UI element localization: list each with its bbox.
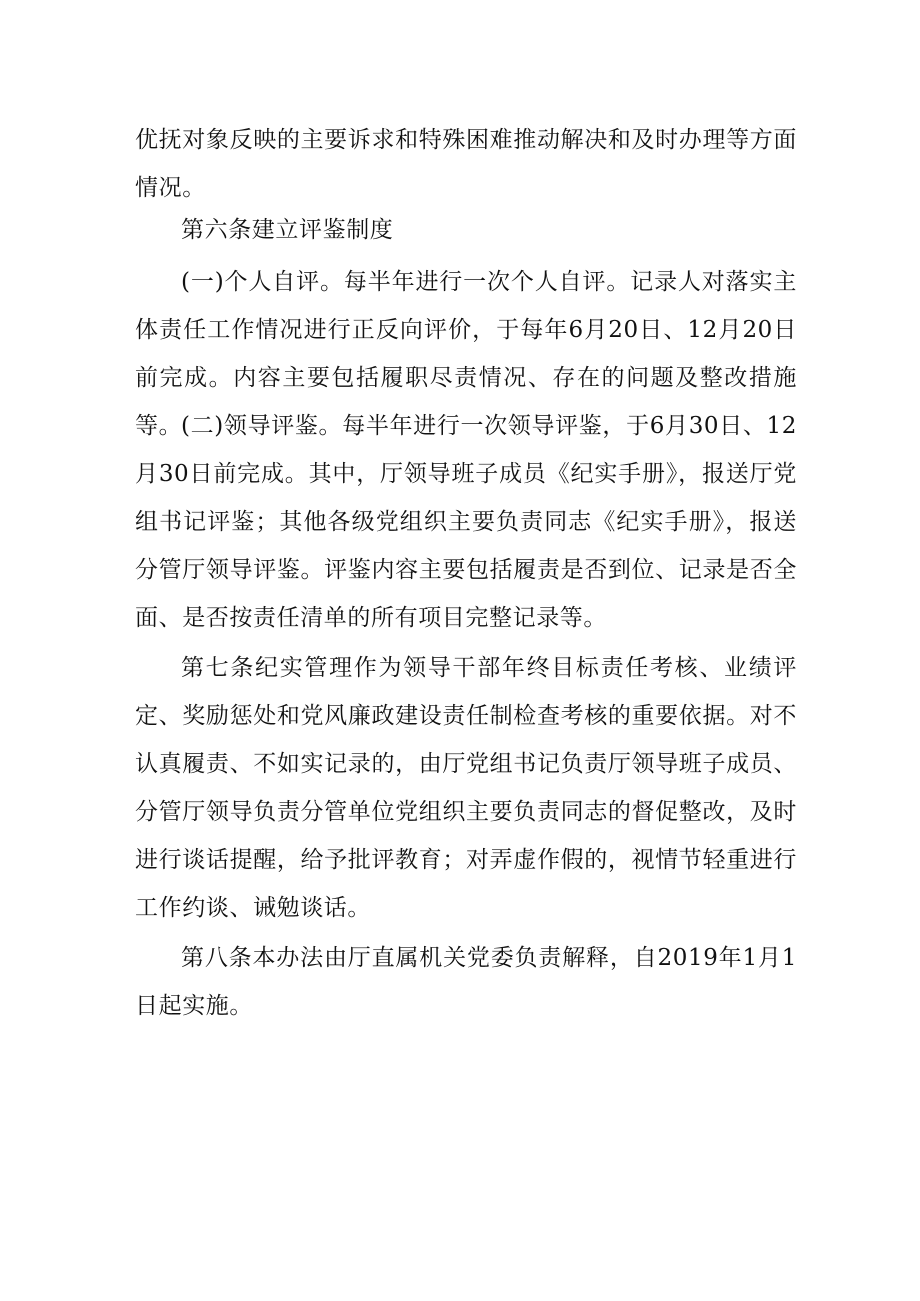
article-six-heading: 第六条建立评鉴制度 [181, 217, 394, 243]
paragraph-leader-evaluation: (二)领导评鉴。每半年进行一次领导评鉴，于6月30日、12月30日前完成。其中，厅领导班子成员《纪实手册》，报送厅党组书记评鉴；其他各级党组织主要负责同志《纪实手册》，报送分管厅领导评鉴。评鉴内容主要包括履责是否到位、记录是否全面、是否按责任清单的所有项目完整记录等。 [135, 413, 797, 631]
article-eight-paragraph: 第八条本办法由厅直属机关党委负责解释，自2019年1月1日起实施。 [135, 945, 797, 1019]
paragraph-continuation: 优抚对象反映的主要诉求和特殊困难推动解决和及时办理等方面情况。 [135, 127, 797, 201]
paragraph-self-evaluation: (一)个人自评。每半年进行一次个人自评。记录人对落实主体责任工作情况进行正反向评价，于每年6月20日、12月20日前完成。内容主要包括履职尽责情况、存在的问题及整改措施等。 [135, 269, 797, 439]
article-seven-paragraph: 第七条纪实管理作为领导干部年终目标责任考核、业绩评定、奖励惩处和党风廉政建设责任制检查考核的重要依据。对不认真履责、不如实记录的，由厅党组书记负责厅领导班子成员、分管厅领导负责分管单位党组织主要负责同志的督促整改，及时进行谈话提醒，给予批评教育；对弄虚作假的，视情节轻重进行工作约谈、诫勉谈话。 [135, 655, 797, 921]
